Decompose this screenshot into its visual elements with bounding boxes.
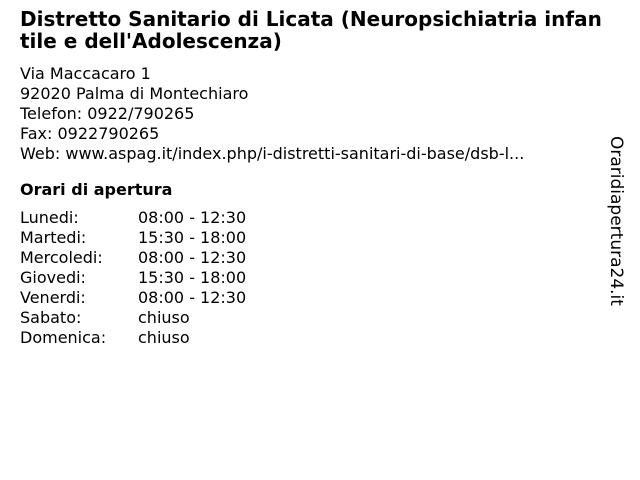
clinic-card: [20, 8, 610, 348]
hours-row: [20, 228, 610, 248]
hours-time: chiuso: [138, 328, 190, 347]
hours-day: Lunedi:: [20, 208, 79, 227]
clinic-title: Distretto Sanitario di Licata (Neuropsichiatria infantile e dell'Adolescenza): [20, 7, 602, 53]
hours-day: Sabato:: [20, 308, 82, 327]
hours-time: chiuso: [138, 308, 190, 327]
site-watermark: Oraridiapertura24.it: [606, 136, 626, 306]
hours-day: Venerdi:: [20, 288, 86, 307]
fax-line: Fax: 0922790265: [20, 124, 160, 143]
hours-row: [20, 328, 610, 348]
hours-day: Martedi:: [20, 228, 87, 247]
hours-row: [20, 268, 610, 288]
hours-row: [20, 288, 610, 308]
opening-hours-heading: Orari di apertura: [20, 180, 173, 199]
street-address: Via Maccacaro 1: [20, 64, 151, 83]
website-link[interactable]: Web: www.aspag.it/index.php/i-distretti-sanitari-di-base/dsb-l...: [20, 144, 525, 163]
address-block: [20, 64, 610, 164]
hours-day: Giovedi:: [20, 268, 86, 287]
hours-row: [20, 308, 610, 328]
hours-time: 15:30 - 18:00: [138, 228, 247, 247]
hours-day: Domenica:: [20, 328, 107, 347]
hours-time: 08:00 - 12:30: [138, 288, 247, 307]
hours-time: 08:00 - 12:30: [138, 208, 247, 227]
hours-day: Mercoledi:: [20, 248, 103, 267]
hours-time: 15:30 - 18:00: [138, 268, 247, 287]
opening-hours-table: [20, 208, 610, 348]
hours-row: [20, 248, 610, 268]
phone-line: Telefon: 0922/790265: [20, 104, 195, 123]
city-line: 92020 Palma di Montechiaro: [20, 84, 249, 103]
hours-row: [20, 208, 610, 228]
hours-time: 08:00 - 12:30: [138, 248, 247, 267]
